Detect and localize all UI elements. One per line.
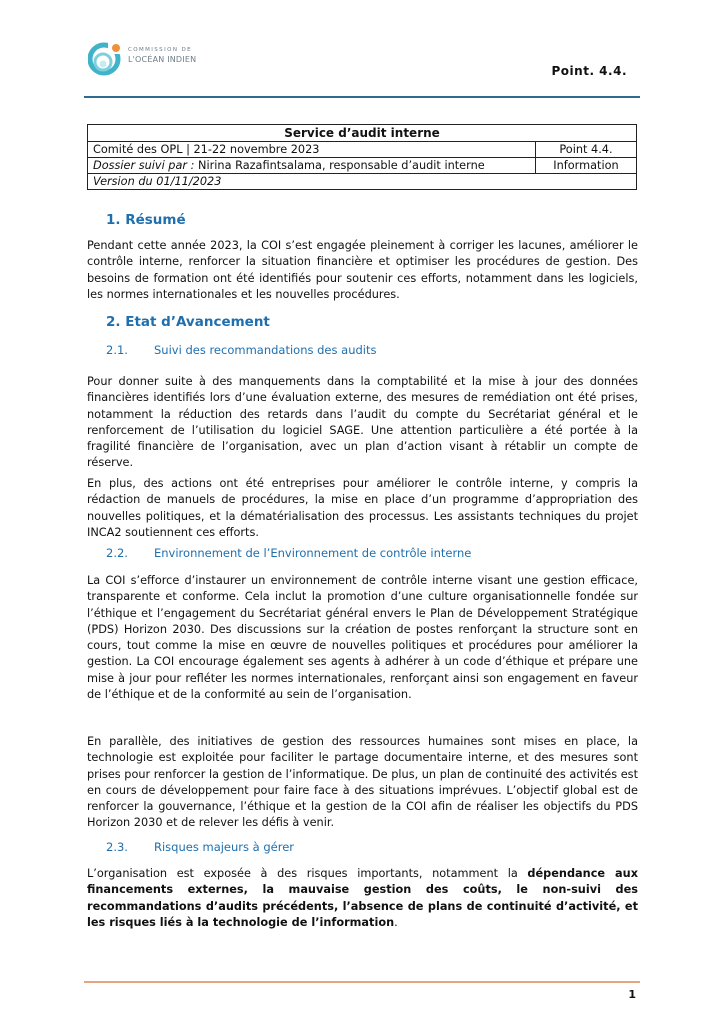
version-date: Version du 01/11/2023	[88, 174, 637, 190]
service-title: Service d’audit interne	[88, 125, 637, 142]
subsection-number: 2.2.	[106, 546, 128, 560]
paragraph-2-3	[87, 866, 638, 931]
logo-line-1: COMMISSION DE	[128, 47, 192, 53]
dossier-label: Dossier suivi par :	[93, 159, 195, 172]
header-divider	[84, 96, 640, 98]
dossier-value: Nirina Razafintsalama, responsable d’audit interne	[194, 159, 485, 172]
subsection-number: 2.1.	[106, 343, 128, 357]
paragraph-2-2-a: La COI s’efforce d’instaurer un environnement de contrôle interne visant une gestion efficace, transparente et conforme. Cela inclut la promotion d’une culture organisationnelle fondée sur l’éthique et l’engagement du Secrétariat général envers le Plan de Développement Stratégique (PDS) Horizon 2030. Des discussions sur la création de postes renforçant la structure sont en cours, tout comme la mise en œuvre de nouvelles politiques et procédures pour améliorer la gestion. La COI encourage également ses agents à adhérer à un code d’éthique et prépare une mise à jour pour refléter les normes internationales, renforçant ainsi son engagement en faveur de l’éthique et de la conformité au sein de l’organisation.	[87, 574, 638, 702]
risk-end: .	[394, 915, 398, 929]
point-header: Point. 4.4.	[551, 64, 627, 78]
subsection-title: Risques majeurs à gérer	[154, 840, 295, 854]
document-type: Information	[536, 158, 637, 174]
page-number: 1	[628, 988, 636, 1001]
table-row	[88, 142, 637, 158]
subsection-title: Suivi des recommandations des audits	[154, 343, 377, 357]
table-row	[88, 125, 637, 142]
organization-logo	[88, 40, 288, 80]
subsection-title: Environnement de l’Environnement de contrôle interne	[154, 546, 472, 560]
dossier-owner	[88, 158, 536, 174]
document-info-table	[87, 124, 637, 190]
subsection-heading-2-2	[106, 546, 471, 560]
table-row	[88, 174, 637, 190]
meeting-info: Comité des OPL | 21-22 novembre 2023	[88, 142, 536, 158]
footer-divider	[84, 981, 640, 983]
table-row	[88, 158, 637, 174]
paragraph-2-1-b: En plus, des actions ont été entreprises pour améliorer le contrôle interne, y compris la rédaction de manuels de procédures, la mise en place d’un programme d’appropriation des nouvelles politiques, et la dématérialisation des processus. Les assistants techniques du projet INCA2 soutiennent ces efforts.	[87, 477, 638, 539]
risk-intro: L’organisation est exposée à des risques importants, notamment la	[87, 867, 528, 880]
point-reference: Point 4.4.	[536, 142, 637, 158]
paragraph-2-1-a: Pour donner suite à des manquements dans la comptabilité et la mise à jour des données financières identifiés lors d’une évaluation externe, des mesures de remédiation ont été prises, notamment la réduction des retards dans l’audit du compte du Secrétariat général et le renforcement de l’utilisation du logiciel SAGE. Une attention particulière a été portée à la fragilité financière de l’organisation, avec un plan d’action visant à rétablir un compte de réserve.	[87, 375, 638, 470]
logo-line-2: L'OCÉAN INDIEN	[128, 54, 197, 64]
coi-logo-icon	[88, 40, 124, 76]
logo-text	[128, 48, 196, 64]
resume-paragraph: Pendant cette année 2023, la COI s’est engagée pleinement à corriger les lacunes, améliorer le contrôle interne, renforcer la situation financière et optimiser les procédures de gestion. Des besoins de formation ont été identifiés pour soutenir ces efforts, notamment dans les logiciels, les normes internationales et les nouvelles procédures.	[87, 239, 638, 301]
section-heading-avancement: 2. Etat d’Avancement	[106, 314, 270, 330]
risk-list: dépendance aux financements externes, la mauvaise gestion des coûts, le non-suivi des recommandations d’audits précédents, l’absence de plans de continuité d’activité, et les risques liés à la technologie de l’information	[87, 867, 638, 929]
subsection-heading-2-1	[106, 343, 377, 357]
section-heading-resume: 1. Résumé	[106, 212, 186, 228]
subsection-heading-2-3	[106, 840, 294, 854]
subsection-number: 2.3.	[106, 840, 128, 854]
paragraph-2-2-b: En parallèle, des initiatives de gestion des ressources humaines sont mises en place, la technologie est exploitée pour faciliter le partage documentaire interne, et des mesures sont prises pour renforcer la gestion de l’informatique. De plus, un plan de continuité des activités est en cours de développement pour faire face à des situations imprévues. L’objectif global est de renforcer la gouvernance, l’éthique et la gestion de la COI afin de réaliser les objectifs du PDS Horizon 2030 et de relever les défis à venir.	[87, 735, 638, 830]
